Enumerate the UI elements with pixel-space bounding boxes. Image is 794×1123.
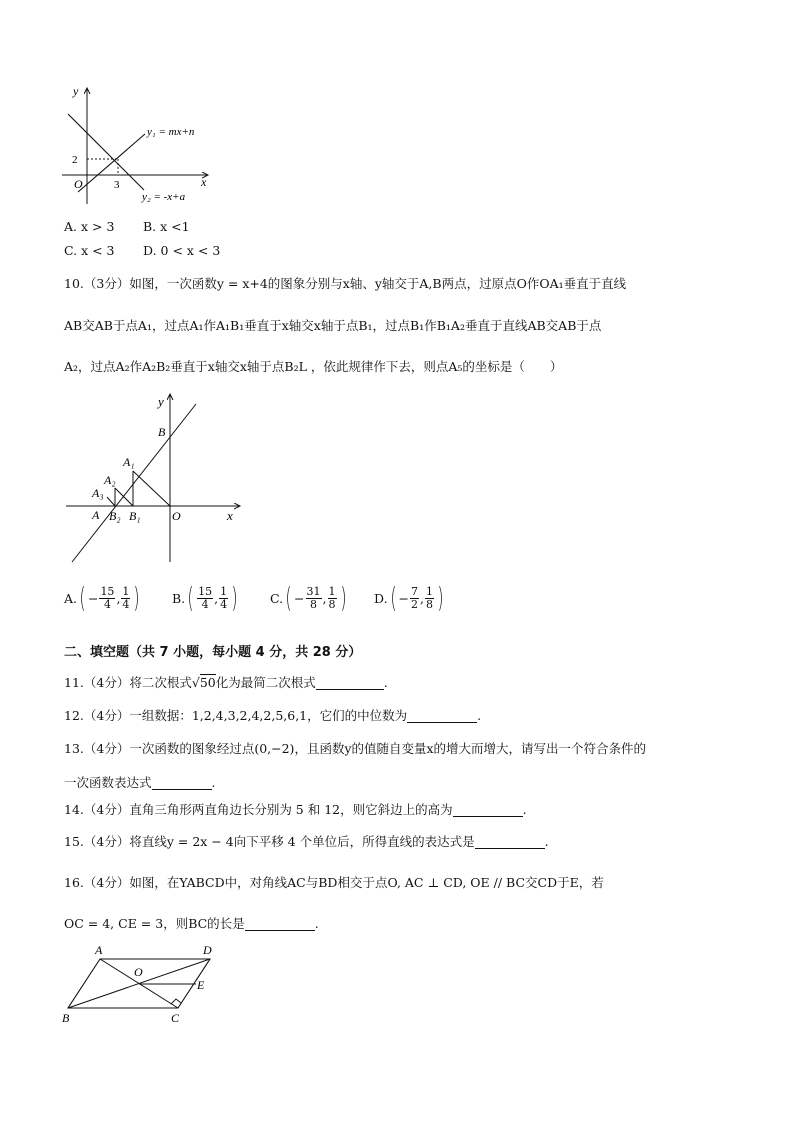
q9-option-d: D. 0 < x < 3 bbox=[143, 243, 221, 258]
q10-line-3: A₂，过点A₂作A₂B₂垂直于x轴交x轴于点B₂L ，依此规律作下去，则点A₅的坐标是（ ） bbox=[64, 359, 563, 374]
q9-y-tick: 2 bbox=[72, 154, 78, 166]
q10-b1-label: B₁ bbox=[129, 509, 141, 523]
q10-option-b: B. ( $\frac{15}{4}$ , $\frac{1}{4}$ ) bbox=[172, 581, 238, 614]
q9-option-b: B. x <1 bbox=[143, 219, 190, 234]
q10-option-c: C. ( − $\frac{31}{8}$ , $\frac{1}{8}$ ) bbox=[270, 581, 346, 614]
q9-option-a: A. x > 3 bbox=[64, 219, 115, 234]
q15-answer-blank[interactable] bbox=[475, 834, 545, 849]
q10-line-1: 10.（3分）如图，一次函数y = x+4的图象分别与x轴、y轴交于A,B两点，过原点O作OA₁垂直于直线 bbox=[64, 276, 627, 291]
q16-answer-blank[interactable] bbox=[245, 916, 315, 931]
q9-origin-label: O bbox=[74, 177, 83, 191]
q9-option-c: C. x < 3 bbox=[64, 243, 115, 258]
q10-y-label: y bbox=[158, 394, 164, 409]
section-2-heading: 二、填空题（共 7 小题，每小题 4 分，共 28 分） bbox=[64, 645, 362, 660]
q9-line2-label: y₂ = -x+a bbox=[142, 191, 186, 203]
q16-label-a: A bbox=[95, 943, 103, 957]
q10-a3-label: A₃ bbox=[92, 486, 104, 500]
q16-line-1: 16.（4分）如图，在YABCD中，对角线AC与BD相交于点O, AC ⊥ CD, OE // BC交CD于E，若 bbox=[64, 875, 604, 890]
q10-b2-label: B₂ bbox=[109, 509, 121, 523]
q10-option-a: A. ( − $\frac{15}{4}$ , $\frac{1}{4}$ ) bbox=[64, 581, 140, 614]
q10-line-2: AB交AB于点A₁，过点A₁作A₁B₁垂直于x轴交x轴于点B₁，过点B₁作B₁A₂垂直于直线AB交AB于点 bbox=[64, 318, 602, 333]
q16-label-b: B bbox=[62, 1011, 70, 1025]
q16-right-angle-mark bbox=[171, 999, 181, 1004]
q10-graph bbox=[60, 390, 250, 568]
q9-graph bbox=[60, 84, 220, 210]
q15: 15.（4分）将直线y = 2x − 4向下平移 4 个单位后，所得直线的表达式是 . bbox=[64, 834, 549, 849]
q10-b-label: B bbox=[158, 425, 166, 439]
q10-a1-label: A₁ bbox=[123, 455, 135, 469]
q16-line-2: OC = 4, CE = 3，则BC的长是 . bbox=[64, 916, 319, 931]
q10-a2-label: A₂ bbox=[104, 473, 116, 487]
q14-answer-blank[interactable] bbox=[453, 802, 523, 817]
q9-y-label: y bbox=[73, 84, 79, 98]
q16-graph bbox=[60, 942, 230, 1026]
q16-label-c: C bbox=[171, 1011, 180, 1025]
q12-answer-blank[interactable] bbox=[407, 708, 477, 723]
q12: 12.（4分）一组数据：1,2,4,3,2,4,2,5,6,1，它们的中位数为 . bbox=[64, 708, 482, 723]
q10-seg-b2a3 bbox=[107, 497, 115, 506]
q10-o-label: O bbox=[172, 509, 181, 523]
q9-line-y1 bbox=[78, 134, 145, 192]
q10-line-ab bbox=[72, 404, 196, 562]
q10-seg-oa1 bbox=[133, 471, 170, 506]
q10-x-label: x bbox=[227, 508, 233, 523]
q13-line-1: 13.（4分）一次函数的图象经过点(0,−2)，且函数y的值随自变量x的增大而增大，请写出一个符合条件的 bbox=[64, 741, 647, 756]
q10-a-label: A bbox=[92, 508, 100, 522]
q9-x-label: x bbox=[201, 175, 207, 189]
q9-line1-label: y₁ = mx+n bbox=[147, 126, 195, 138]
q11-answer-blank[interactable] bbox=[316, 675, 384, 690]
q10-option-d: D. ( − $\frac{7}{2}$ , $\frac{1}{8}$ ) bbox=[374, 581, 444, 614]
q9-x-tick: 3 bbox=[114, 179, 120, 191]
q16-label-e: E bbox=[197, 978, 205, 992]
q13-line-2: 一次函数表达式 . bbox=[64, 775, 216, 790]
q11: 11.（4分）将二次根式√50化为最简二次根式 . bbox=[64, 675, 388, 690]
q13-answer-blank[interactable] bbox=[152, 775, 212, 790]
q16-label-d: D bbox=[203, 943, 212, 957]
q16-label-o: O bbox=[134, 965, 143, 979]
q14: 14.（4分）直角三角形两直角边长分别为 5 和 12，则它斜边上的高为 . bbox=[64, 802, 527, 817]
